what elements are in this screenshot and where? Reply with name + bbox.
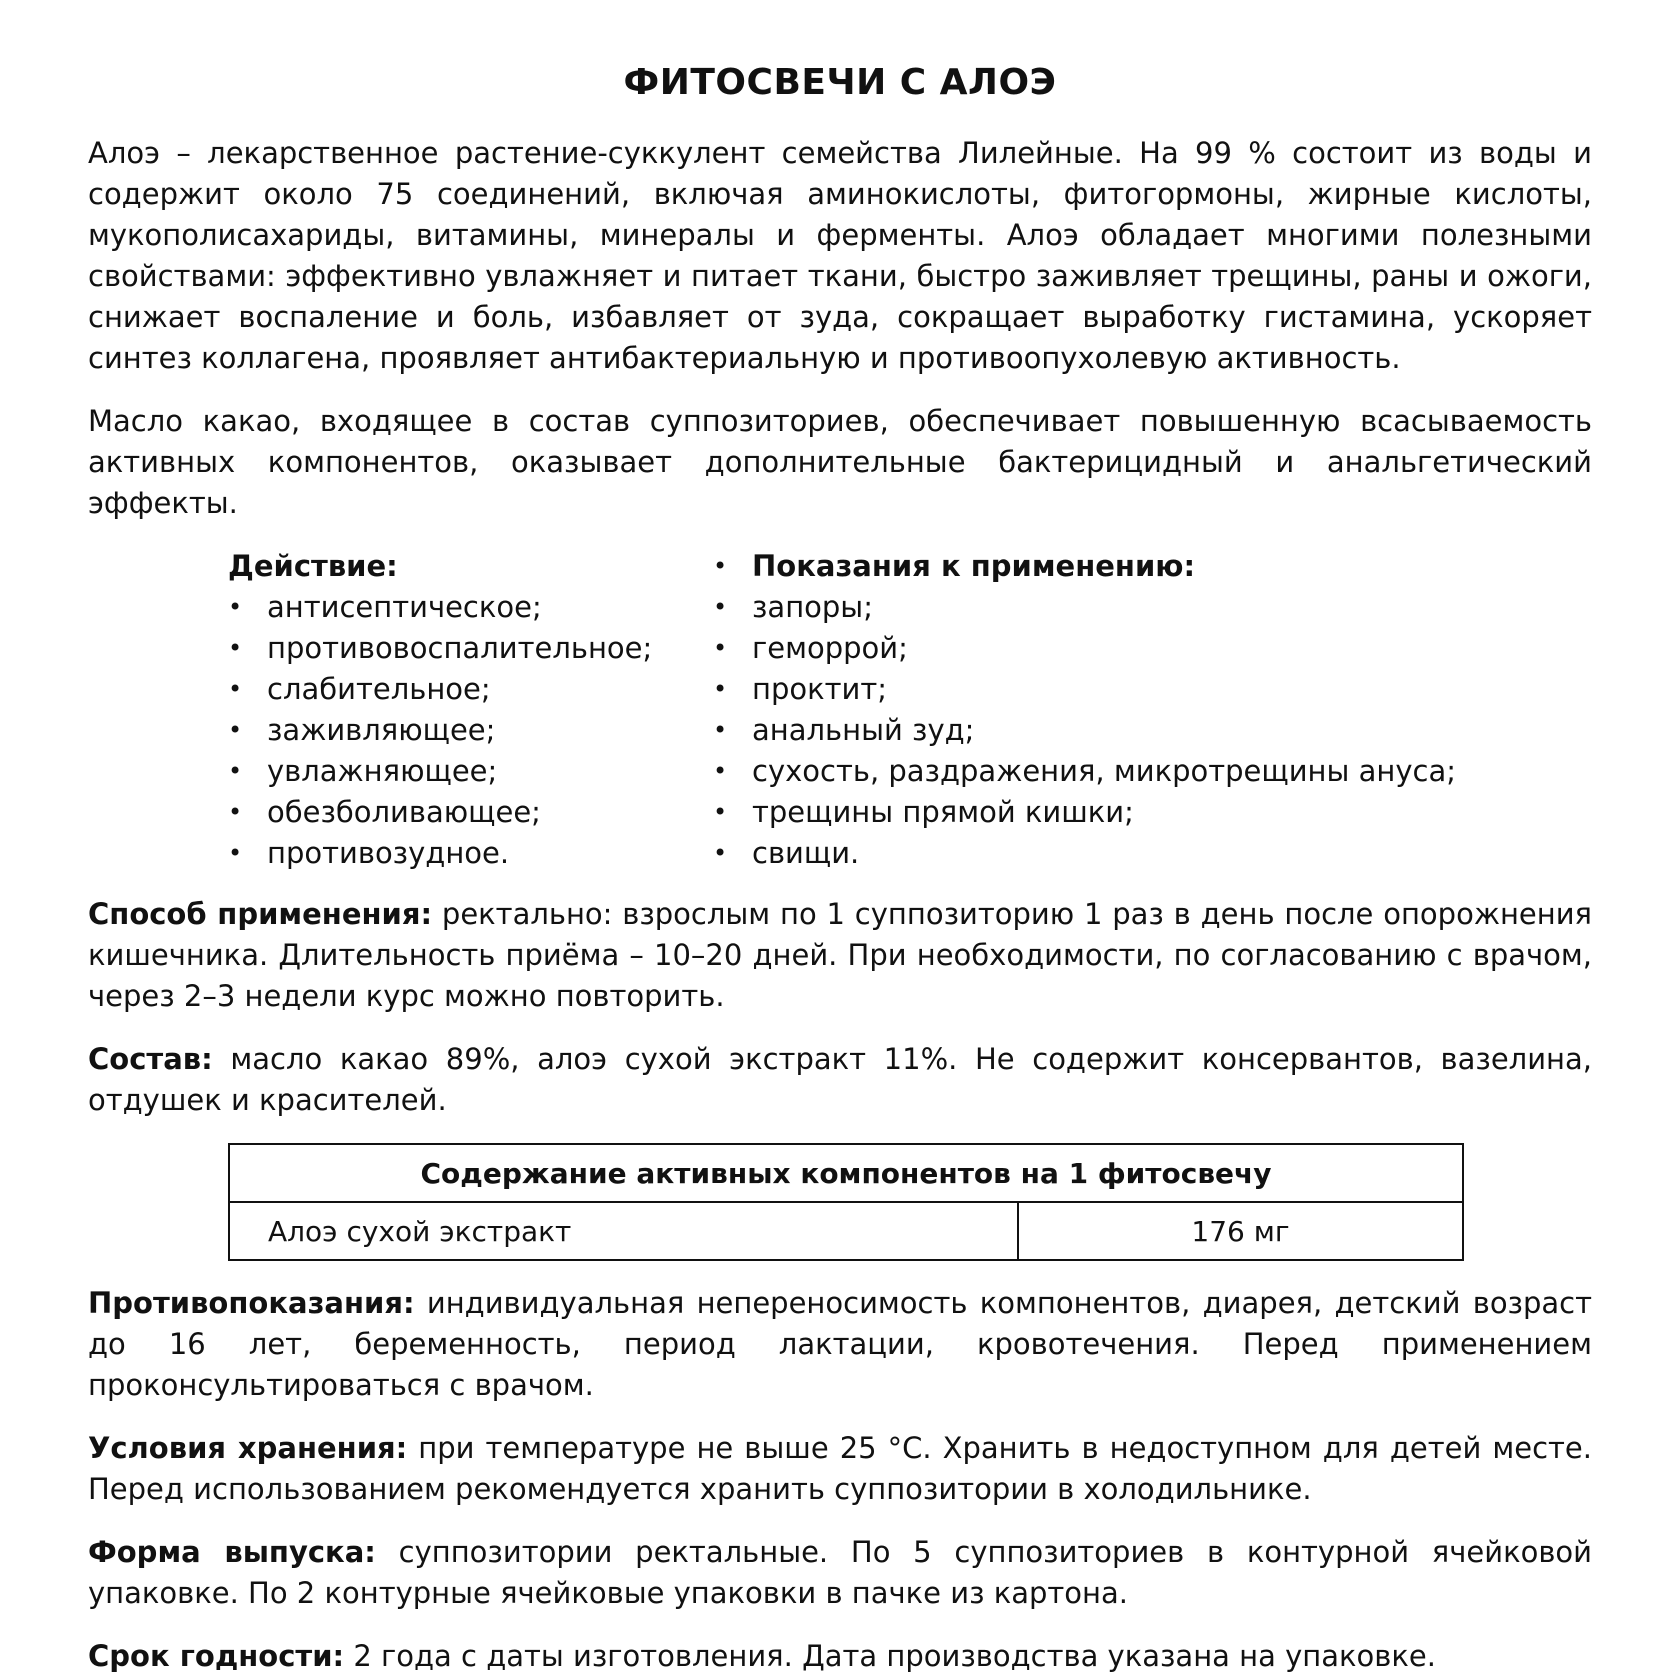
table-header-row	[229, 1144, 1463, 1202]
form-paragraph	[88, 1532, 1592, 1614]
shelf-life-paragraph	[88, 1636, 1592, 1677]
components-table	[228, 1143, 1464, 1261]
storage-paragraph	[88, 1428, 1592, 1510]
intro-paragraph-aloe: Алоэ – лекарственное растение-суккулент семейства Лилейные. На 99 % состоит из воды и содержит около 75 соединений, включая аминокислоты, фитогормоны, жирные кислоты, мукополисахариды, витамины, минералы и ферменты. Алоэ обладает многими полезными свойствами: эффективно увлажняет и питает ткани, быстро заживляет трещины, раны и ожоги, снижает воспаление и боль, избавляет от зуда, сокращает выработку гистамина, ускоряет синтез коллагена, проявляет антибактериальную и противоопухолевую активность.	[88, 136, 1592, 375]
list-item: • противовоспалительное;	[228, 628, 713, 669]
intro-paragraph-cocoa: Масло какао, входящее в состав суппозиториев, обеспечивает повышенную всасываемость активных компонентов, оказывает дополнительные бактерицидный и анальгетический эффекты.	[88, 404, 1592, 520]
list-item: • слабительное;	[228, 669, 713, 710]
shelf-life-text: 2 года с даты изготовления. Дата производства указана на упаковке.	[344, 1639, 1436, 1673]
shelf-life-label: Срок годности:	[88, 1639, 345, 1673]
table-header: Содержание активных компонентов на 1 фитосвечу	[229, 1144, 1463, 1202]
action-heading: Действие:	[228, 549, 398, 583]
contraindications-paragraph	[88, 1283, 1592, 1406]
component-name: Алоэ сухой экстракт	[229, 1202, 1018, 1260]
form-text: суппозитории ректальные. По 5 суппозиториев в контурной ячейковой упаковке. По 2 контурные ячейковые упаковки в пачке из картона.	[88, 1535, 1593, 1610]
action-list	[228, 587, 713, 874]
list-item: • увлажняющее;	[228, 751, 713, 792]
action-column	[228, 546, 713, 874]
usage-paragraph	[88, 894, 1592, 1017]
indications-column	[713, 546, 1592, 874]
list-item: • анальный зуд;	[713, 710, 1592, 751]
list-item: • противозудное.	[228, 833, 713, 874]
indications-list	[713, 587, 1592, 874]
composition-paragraph	[88, 1039, 1592, 1121]
storage-text: при температуре не выше 25 °С. Хранить в недоступном для детей месте. Перед использованием рекомендуется хранить суппозитории в холодильнике.	[88, 1431, 1592, 1506]
list-item: • обезболивающее;	[228, 792, 713, 833]
composition-text: масло какао 89%, алоэ сухой экстракт 11%. Не содержит консервантов, вазелина, отдушек и красителей.	[88, 1042, 1592, 1117]
list-item: • сухость, раздражения, микротрещины ануса;	[713, 751, 1592, 792]
contraindications-text: индивидуальная непереносимость компонентов, диарея, детский возраст до 16 лет, беременность, период лактации, кровотечения. Перед применением проконсультироваться с врачом.	[88, 1286, 1592, 1402]
list-item: • трещины прямой кишки;	[713, 792, 1592, 833]
storage-label: Условия хранения:	[88, 1431, 408, 1465]
list-item: • заживляющее;	[228, 710, 713, 751]
component-value: 176 мг	[1018, 1202, 1463, 1260]
usage-label: Способ применения:	[88, 897, 433, 931]
list-item: • запоры;	[713, 587, 1592, 628]
form-label: Форма выпуска:	[88, 1535, 376, 1569]
list-item: • свищи.	[713, 833, 1592, 874]
indications-heading: • Показания к применению:	[713, 546, 1592, 587]
list-item: • антисептическое;	[228, 587, 713, 628]
usage-text: ректально: взрослым по 1 суппозиторию 1 раз в день после опорожнения кишечника. Длительность приёма – 10–20 дней. При необходимости, по согласованию с врачом, через 2–3 недели курс можно повторить.	[88, 897, 1592, 1013]
table-row	[229, 1202, 1463, 1260]
list-item: • геморрой;	[713, 628, 1592, 669]
composition-label: Состав:	[88, 1042, 213, 1076]
list-item: • проктит;	[713, 669, 1592, 710]
two-column-lists	[228, 546, 1592, 874]
page-title: ФИТОСВЕЧИ С АЛОЭ	[623, 62, 1057, 103]
contraindications-label: Противопоказания:	[88, 1286, 415, 1320]
